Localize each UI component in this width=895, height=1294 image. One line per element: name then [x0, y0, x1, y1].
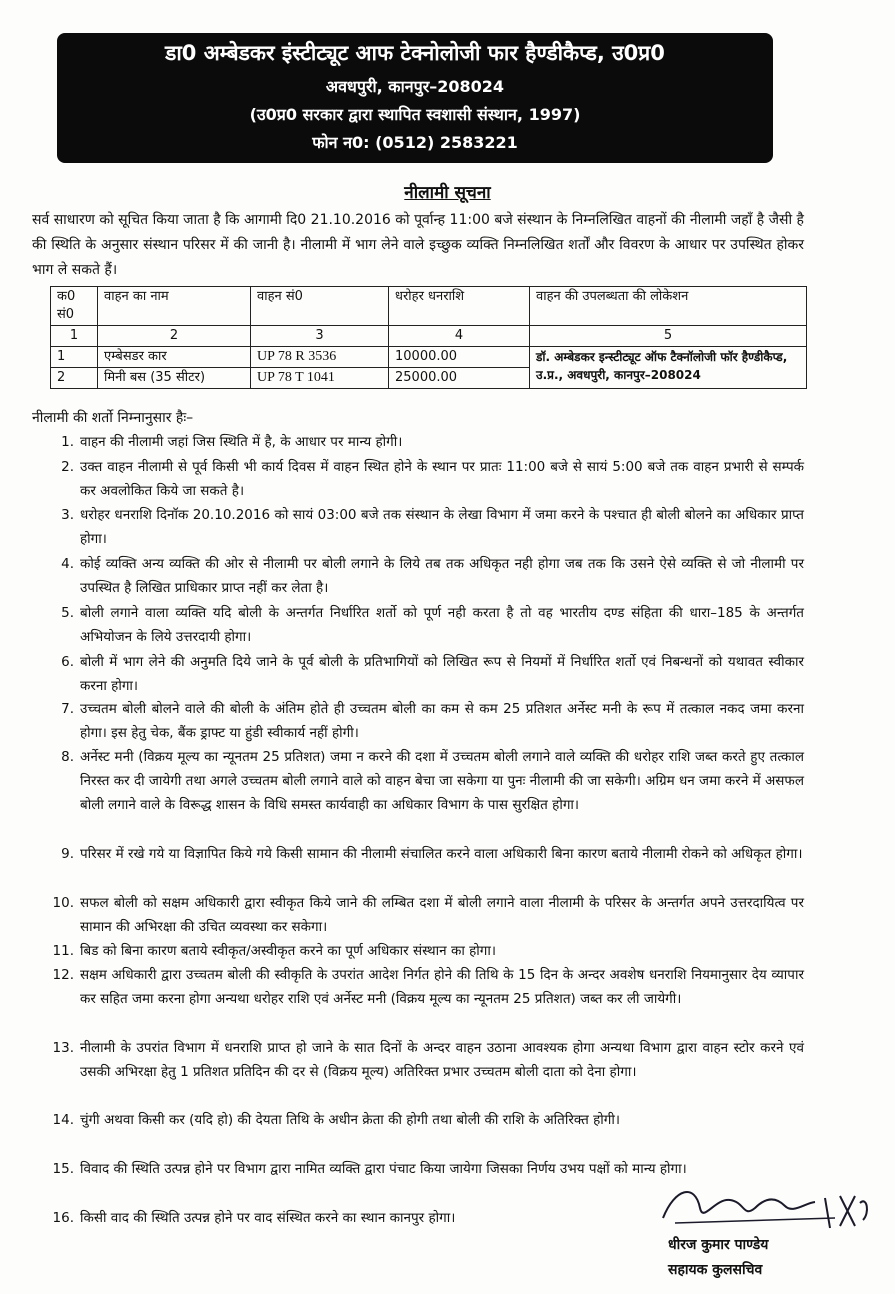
term-number: 10. — [52, 895, 74, 911]
term-item — [52, 1108, 804, 1132]
term-number: 3. — [61, 507, 74, 523]
term-number: 12. — [52, 967, 74, 983]
term-text: सफल बोली को सक्षम अधिकारी द्वारा स्वीकृत किये जाने की लम्बित दशा में बोली लगाने वाला नीलामी के परिसर के अन्तर्गत अपने उत्तरदायित्व पर सामान की अभिरक्षा की उचित व्यवस्था कर सकेगा। — [80, 895, 804, 935]
term-text: नीलामी के उपरांत विभाग में धनराशि प्राप्त हो जाने के सात दिनों के अन्दर वाहन उठाना आवश्यक होगा अन्यथा विभाग द्वारा वाहन स्टोर करने एवं उसकी अभिरक्षा हेतु 1 प्रतिशत प्रतिदिन की दर से (विक्रय मूल्य) अतिरिक्त प्रभार उच्चतम बोली दाता को देना होगा। — [80, 1040, 804, 1080]
row-deposit: 10000.00 — [389, 347, 530, 368]
term-item — [52, 1206, 640, 1230]
term-item — [61, 842, 804, 866]
term-number: 8. — [61, 749, 74, 765]
col-num: 5 — [530, 326, 807, 347]
row-vehicle-name: मिनी बस (35 सीटर) — [98, 368, 251, 389]
term-text: किसी वाद की स्थिति उत्पन्न होने पर वाद संस्थित करने का स्थान कानपुर होगा। — [80, 1210, 456, 1226]
table-column-number-row — [51, 326, 807, 347]
term-number: 2. — [61, 459, 74, 475]
header-vehicle-number: वाहन सं0 — [251, 287, 389, 326]
term-number: 5. — [61, 605, 74, 621]
row-vehicle-number: UP 78 T 1041 — [251, 368, 389, 389]
term-number: 15. — [52, 1161, 74, 1177]
institute-established: (उ0प्र0 सरकार द्वारा स्थापित स्वशासी संस्थान, 1997) — [249, 105, 581, 124]
row-sno: 1 — [51, 347, 98, 368]
term-number: 1. — [61, 434, 74, 450]
term-item — [61, 745, 804, 817]
institute-header — [57, 33, 773, 163]
term-number: 11. — [52, 943, 74, 959]
term-text: बोली में भाग लेने की अनुमति दिये जाने के पूर्व बोली के प्रतिभागियों को लिखित रूप से नियमों में निर्धारित शर्तो एवं निबन्धनों को यथावत स्वीकार करना होगा। — [80, 654, 804, 694]
term-text: परिसर में रखे गये या विज्ञापित किये गये किसी सामान की नीलामी संचालित करने वाला अधिकारी बिना कारण बताये नीलामी रोकने को अधिकृत होगा। — [80, 846, 803, 862]
term-number: 16. — [52, 1210, 74, 1226]
row-sno: 2 — [51, 368, 98, 389]
term-text: अर्नेस्ट मनी (विक्रय मूल्य का न्यूनतम 25 प्रतिशत) जमा न करने की दशा में उच्चतम बोली लगाने वाले व्यक्ति की धरोहर राशि जब्त करते हुए तत्काल निरस्त कर दी जायेगी तथा अगले उच्चतम बोली लगाने वाले को वाहन बेचा जा सकेगा या पुनः नीलामी की जा सकेगी। अग्रिम धन जमा करने में असफल बोली लगाने वाले के विरूद्ध शासन के विधि समस्त कार्यवाही का अधिकार विभाग के पास सुरक्षित होगा। — [80, 749, 804, 813]
row-vehicle-number: UP 78 R 3536 — [251, 347, 389, 368]
row-deposit: 25000.00 — [389, 368, 530, 389]
table-row — [51, 347, 807, 368]
header-deposit: धरोहर धनराशि — [389, 287, 530, 326]
term-item — [52, 963, 804, 1011]
term-number: 6. — [61, 654, 74, 670]
term-item — [52, 939, 804, 963]
row-vehicle-name: एम्बेसडर कार — [98, 347, 251, 368]
notice-title: नीलामी सूचना — [404, 183, 491, 203]
term-text: कोई व्यक्ति अन्य व्यक्ति की ओर से नीलामी पर बोली लगाने के लिये तब तक अधिकृत नही होगा जब तक कि उसने ऐसे व्यक्ति से जो नीलामी पर उपस्थित है लिखित प्राधिकार प्राप्त नहीं कर लेता है। — [80, 556, 804, 596]
header-location: वाहन की उपलब्धता की लोकेशन — [530, 287, 807, 326]
term-number: 4. — [61, 556, 74, 572]
institute-address: अवधपुरी, कानपुर–208024 — [325, 77, 505, 96]
institute-name: डा0 अम्बेडकर इंस्टीट्यूट आफ टेक्नोलोजी फार हैण्डीकैप्ड, उ0प्र0 — [165, 41, 665, 65]
intro-paragraph: सर्व साधारण को सूचित किया जाता है कि आगामी दि0 21.10.2016 को पूर्वान्ह 11:00 बजे संस्थान के निम्नलिखित वाहनों की नीलामी जहाँ है जैसी है की स्थिति के अनुसार संस्थान परिसर में की जानी है। नीलामी में भाग लेने वाले इच्छुक व्यक्ति निम्नलिखित शर्तों और विवरण के आधार पर उपस्थित होकर भाग ले सकते हैं। — [32, 212, 804, 278]
term-text: बोली लगाने वाला व्यक्ति यदि बोली के अन्तर्गत निर्धारित शर्तो को पूर्ण नही करता है तो वह भारतीय दण्ड संहिता की धारा–185 के अन्तर्गत अभियोजन के लिये उत्तरदायी होगा। — [80, 605, 804, 645]
table-header-row — [51, 287, 807, 326]
term-number: 9. — [61, 846, 74, 862]
col-num: 3 — [251, 326, 389, 347]
institute-phone: फोन न0: (0512) 2583221 — [312, 133, 518, 152]
term-text: धरोहर धनराशि दिनॉक 20.10.2016 को सायं 03:00 बजे तक संस्थान के लेखा विभाग में जमा करने के पश्चात ही बोली बोलने का अधिकार प्राप्त होगा। — [80, 507, 804, 547]
term-item — [52, 891, 804, 939]
term-item — [52, 1036, 804, 1084]
term-number: 7. — [61, 701, 74, 717]
col-num: 1 — [51, 326, 98, 347]
handwritten-signature — [655, 1178, 875, 1238]
term-text: चुंगी अथवा किसी कर (यदि हो) की देयता तिथि के अधीन क्रेता की होगी तथा बोली की राशि के अतिरिक्त होगी। — [80, 1112, 620, 1128]
term-number: 13. — [52, 1040, 74, 1056]
header-vehicle-name: वाहन का नाम — [98, 287, 251, 326]
terms-heading: नीलामी की शर्तो निम्नानुसार हैः– — [32, 410, 194, 426]
term-item — [61, 430, 804, 454]
term-text: बिड को बिना कारण बताये स्वीकृत/अस्वीकृत करने का पूर्ण अधिकार संस्थान का होगा। — [80, 943, 496, 959]
row-location: डॉ. अम्बेडकर इन्स्टीट्यूट ऑफ टैक्नॉलोजी फॉर हैण्डीकैप्ड, उ.प्र., अवधपुरी, कानपुर–208024 — [530, 347, 807, 389]
term-number: 14. — [52, 1112, 74, 1128]
col-num: 4 — [389, 326, 530, 347]
term-item — [61, 697, 804, 745]
signatory-designation: सहायक कुलसचिव — [668, 1262, 763, 1278]
term-text: उक्त वाहन नीलामी से पूर्व किसी भी कार्य दिवस में वाहन स्थित होने के स्थान पर प्रातः 11:00 बजे से सायं 5:00 बजे तक वाहन प्रभारी से सम्पर्क कर अवलोकित किये जा सकते है। — [80, 459, 804, 499]
term-item — [61, 455, 804, 503]
term-item — [61, 650, 804, 698]
col-num: 2 — [98, 326, 251, 347]
vehicle-table — [50, 286, 807, 389]
header-sno: क0 सं0 — [51, 287, 98, 326]
term-text: विवाद की स्थिति उत्पन्न होने पर विभाग द्वारा नामित व्यक्ति द्वारा पंचाट किया जायेगा जिसका निर्णय उभय पक्षों को मान्य होगा। — [80, 1161, 687, 1177]
term-item — [61, 552, 804, 600]
signatory-name: धीरज कुमार पाण्डेय — [668, 1237, 769, 1253]
term-item — [61, 601, 804, 649]
term-text: उच्चतम बोली बोलने वाले की बोली के अंतिम होते ही उच्चतम बोली का कम से कम 25 प्रतिशत अर्नेस्ट मनी के रूप में तत्काल नकद जमा करना होगा। इस हेतु चेक, बैंक ड्राफ्ट या हुंडी स्वीकार्य नहीं होगी। — [80, 701, 804, 741]
term-item — [61, 503, 804, 551]
term-text: सक्षम अधिकारी द्वारा उच्चतम बोली की स्वीकृति के उपरांत आदेश निर्गत होने की तिथि के 15 दिन के अन्दर अवशेष धनराशि नियमानुसार देय व्यापार कर सहित जमा करना होगा अन्यथा धरोहर राशि एवं अर्नेस्ट मनी (विक्रय मूल्य का न्यूनतम 25 प्रतिशत) जब्त कर ली जायेगी। — [80, 967, 804, 1007]
term-text: वाहन की नीलामी जहां जिस स्थिति में है, के आधार पर मान्य होगी। — [80, 434, 403, 450]
